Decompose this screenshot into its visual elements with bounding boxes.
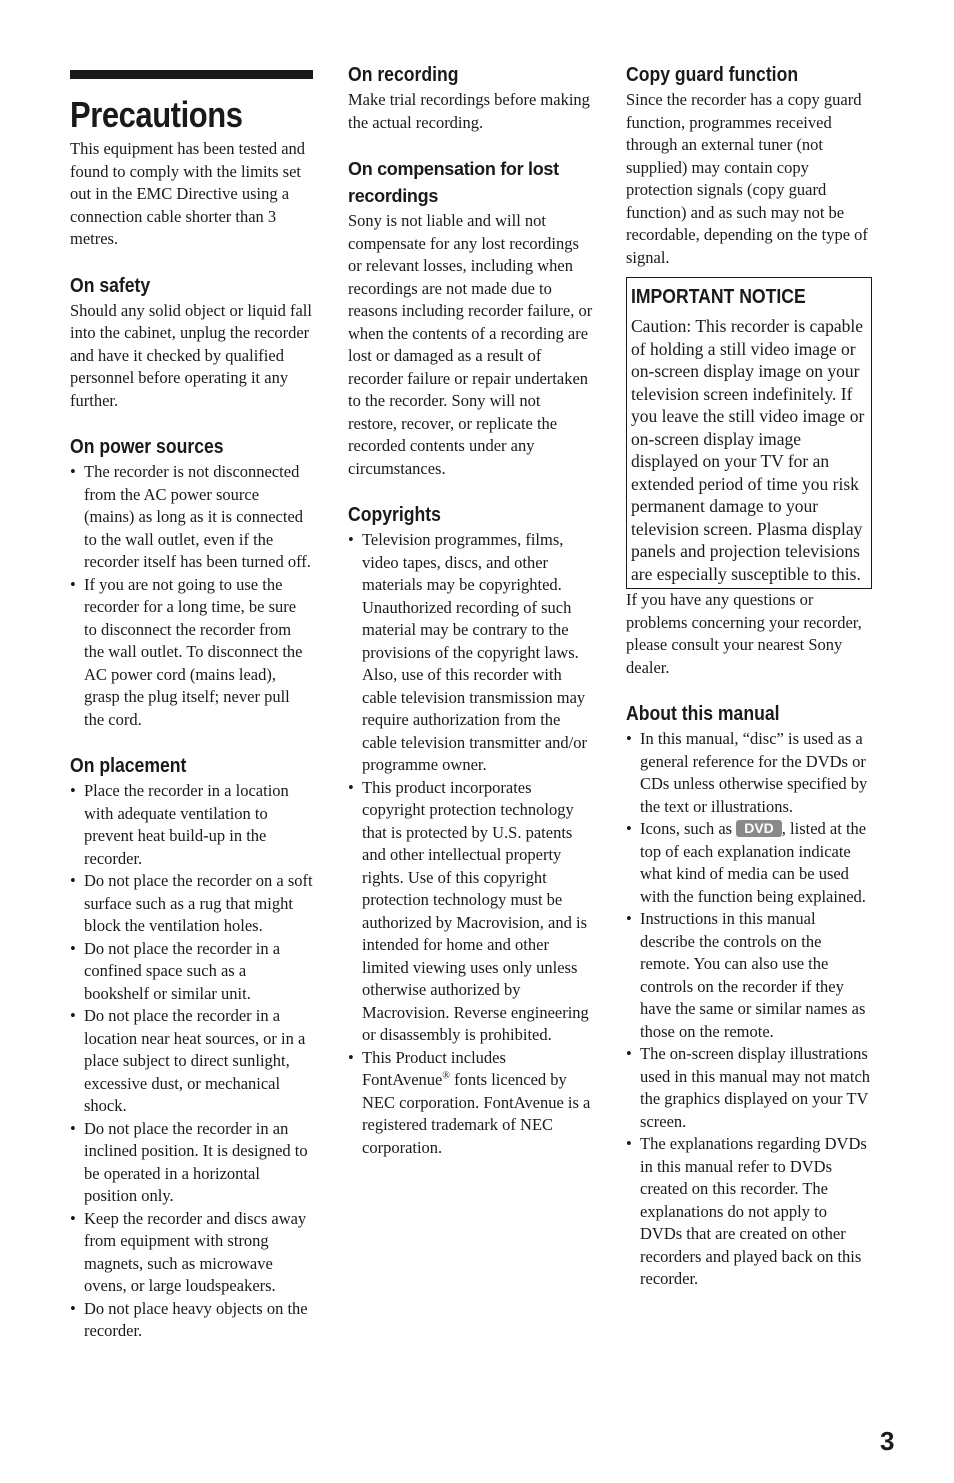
copyguard-text: Since the recorder has a copy guard function, programmes received through an external tuner (not supplied) may contain copy protection signals (copy guard function) and as such may not be recordable, depending on the type of signal.: [626, 90, 868, 267]
page-number: 3: [880, 1426, 895, 1456]
list-item: • This product incorporates copyright protection technology that is protected by U.S. patents and other intellectual property rights. Use of this copyright protection technology must be authorized by Macrovision, and is intended for home and other limited viewing uses only unless otherwise authorized by Macrovision. Reverse engineering or disassembly is prohibited.: [348, 777, 593, 1047]
list-item: [348, 1047, 593, 1160]
power-heading: On power sources: [70, 436, 224, 458]
column-left: [70, 62, 313, 1343]
copyrights-heading: Copyrights: [348, 504, 441, 526]
safety-heading: On safety: [70, 274, 151, 297]
important-notice-box: [626, 277, 872, 589]
placement-heading: On placement: [70, 755, 187, 777]
fontavenue-text-start: This Product includes FontAvenue: [362, 1047, 506, 1089]
list-item: • In this manual, “disc” is used as a general reference for the DVDs or CDs unless otherwise specified by the text or illustrations.: [626, 728, 871, 818]
list-item: • Do not place the recorder on a soft surface such as a rug that might block the ventilation holes.: [70, 870, 313, 938]
list-item: • The explanations regarding DVDs in this manual refer to DVDs created on this recorder. The explanations do not apply to DVDs that are created on other recorders and played back on this recorder.: [626, 1133, 871, 1291]
registered-mark: ®: [442, 1070, 450, 1082]
list-item: • Do not place heavy objects on the recorder.: [70, 1298, 313, 1343]
page-title: Precautions: [70, 94, 243, 135]
list-item: • Do not place the recorder in a confined space such as a bookshelf or similar unit.: [70, 938, 313, 1006]
list-item: • The recorder is not disconnected from the AC power source (mains) as long as it is connected to the wall outlet, even if the recorder itself has been turned off.: [70, 461, 313, 574]
intro-paragraph: This equipment has been tested and found to comply with the limits set out in the EMC Directive using a connection cable shorter than 3 metres.: [70, 139, 306, 248]
list-item: • Television programmes, films, video tapes, discs, and other materials may be copyrighted. Unauthorized recording of such material may be contrary to the provisions of the copyright laws. Also, use of this recorder with cable television transmission may require authorization from the cable television transmitter and/or programme owner.: [348, 529, 593, 777]
manual-list: [626, 728, 871, 1291]
icons-text-end: , listed at the top of each explanation indicate what kind of media can be used with the function being explained.: [640, 819, 867, 906]
list-item: • Place the recorder in a location with adequate ventilation to prevent heat build-up in the recorder.: [70, 780, 313, 870]
title-rule: [70, 70, 313, 79]
copyrights-list: [348, 529, 593, 1159]
placement-list: [70, 780, 313, 1343]
notice-heading: IMPORTANT NOTICE: [631, 286, 806, 308]
recording-heading: On recording: [348, 64, 459, 86]
safety-text: Should any solid object or liquid fall into the cabinet, unplug the recorder and have it checked by qualified personnel before operating it any further.: [70, 300, 312, 410]
column-right: [626, 62, 871, 1291]
fontavenue-text-end: fonts licenced by NEC corporation. FontAvenue is a registered trademark of NEC corporation.: [362, 1070, 591, 1157]
list-item: • Do not place the recorder in a location near heat sources, or in a place subject to direct sunlight, excessive dust, or mechanical shock.: [70, 1005, 313, 1118]
power-list: [70, 461, 313, 731]
column-middle: [348, 62, 593, 1159]
questions-text: If you have any questions or problems concerning your recorder, please consult your nearest Sony dealer.: [626, 590, 862, 677]
list-item: • Keep the recorder and discs away from equipment with strong magnets, such as microwave ovens, or large loudspeakers.: [70, 1208, 313, 1298]
recording-text: Make trial recordings before making the actual recording.: [348, 90, 590, 132]
dvd-badge-icon: DVD: [736, 820, 782, 837]
manual-heading: About this manual: [626, 703, 780, 725]
icons-text-start: Icons, such as: [640, 819, 737, 838]
notice-text: Caution: This recorder is capable of holding a still video image or on-screen display image on your television screen indefinitely. If you leave the still video image or on-screen display image displayed on your TV for an extended period of time you risk permanent damage to your television screen. Plasma display panels and projection televisions are especially susceptible to this.: [631, 316, 865, 584]
compensation-text: Sony is not liable and will not compensate for any lost recordings or relevant losses, including when recordings are not made due to reasons including recorder failure, or when the contents of a recording are lost or damaged as a result of recorder failure or repair undertaken to the recorder. Sony will not restore, recover, or replicate the recorded contents under any circumstances.: [348, 211, 593, 478]
list-item: • Do not place the recorder in an inclined position. It is designed to be operated in a horizontal position only.: [70, 1118, 313, 1208]
list-item: • Instructions in this manual describe the controls on the remote. You can also use the controls on the recorder if they have the same or similar names as those on the remote.: [626, 908, 871, 1043]
list-item: [626, 818, 871, 908]
copyguard-heading: Copy guard function: [626, 64, 799, 86]
list-item: • The on-screen display illustrations used in this manual may not match the graphics displayed on your TV screen.: [626, 1043, 871, 1133]
list-item: • If you are not going to use the recorder for a long time, be sure to disconnect the recorder from the wall outlet. To disconnect the AC power cord (mains lead), grasp the plug itself; never pull the cord.: [70, 574, 313, 732]
compensation-heading: On compensation for lost recordings: [348, 159, 559, 206]
